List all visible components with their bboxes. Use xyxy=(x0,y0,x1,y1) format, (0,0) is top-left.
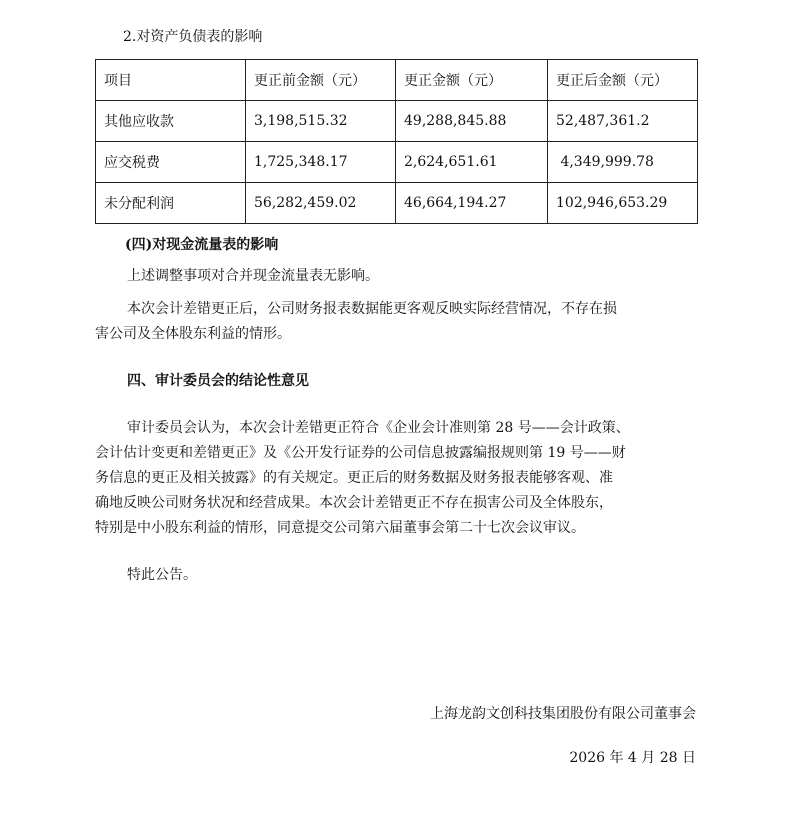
row-correction-amount: 2,624,651.61 xyxy=(396,142,548,183)
audit-heading: 四、审计委员会的结论性意见 xyxy=(127,373,309,389)
signature-date: 2026 年 4 月 28 日 xyxy=(569,750,696,766)
row-after-amount: 102,946,653.29 xyxy=(548,183,698,224)
row-item: 其他应收款 xyxy=(96,101,246,142)
cashflow-paragraph-line-2: 害公司及全体股东利益的情形。 xyxy=(95,326,291,342)
row-after-amount: 52,487,361.2 xyxy=(548,101,698,142)
row-correction-amount: 46,664,194.27 xyxy=(396,183,548,224)
header-item: 项目 xyxy=(96,60,246,101)
closing-statement: 特此公告。 xyxy=(127,567,197,583)
audit-paragraph-line-5: 特别是中小股东利益的情形，同意提交公司第六届董事会第二十七次会议审议。 xyxy=(95,520,585,536)
audit-paragraph-line-4: 确地反映公司财务状况和经营成果。本次会计差错更正不存在损害公司及全体股东， xyxy=(95,495,613,511)
header-correction-amount: 更正金额（元） xyxy=(396,60,548,101)
row-before-amount: 56,282,459.02 xyxy=(246,183,396,224)
header-before-amount: 更正前金额（元） xyxy=(246,60,396,101)
signature-company: 上海龙韵文创科技集团股份有限公司董事会 xyxy=(430,706,696,722)
row-item: 未分配利润 xyxy=(96,183,246,224)
table-row xyxy=(96,142,698,183)
table-row xyxy=(96,183,698,224)
cashflow-paragraph-line-1: 本次会计差错更正后，公司财务报表数据能更客观反映实际经营情况，不存在损 xyxy=(127,301,617,317)
header-after-amount: 更正后金额（元） xyxy=(548,60,698,101)
row-item: 应交税费 xyxy=(96,142,246,183)
row-before-amount: 1,725,348.17 xyxy=(246,142,396,183)
balance-sheet-impact-table xyxy=(95,59,698,224)
audit-paragraph-line-3: 务信息的更正及相关披露》的有关规定。更正后的财务数据及财务报表能够客观、准 xyxy=(95,470,613,486)
row-correction-amount: 49,288,845.88 xyxy=(396,101,548,142)
row-before-amount: 3,198,515.32 xyxy=(246,101,396,142)
section-heading: 2.对资产负债表的影响 xyxy=(123,29,263,45)
audit-paragraph-line-1: 审计委员会认为，本次会计差错更正符合《企业会计准则第 28 号——会计政策、 xyxy=(127,420,630,436)
table-header-row xyxy=(96,60,698,101)
row-after-amount: 4,349,999.78 xyxy=(548,142,698,183)
cashflow-line: 上述调整事项对合并现金流量表无影响。 xyxy=(127,268,379,284)
cashflow-heading: (四)对现金流量表的影响 xyxy=(125,237,279,253)
table-row xyxy=(96,101,698,142)
audit-paragraph-line-2: 会计估计变更和差错更正》及《公开发行证券的公司信息披露编报规则第 19 号——财 xyxy=(95,445,626,461)
